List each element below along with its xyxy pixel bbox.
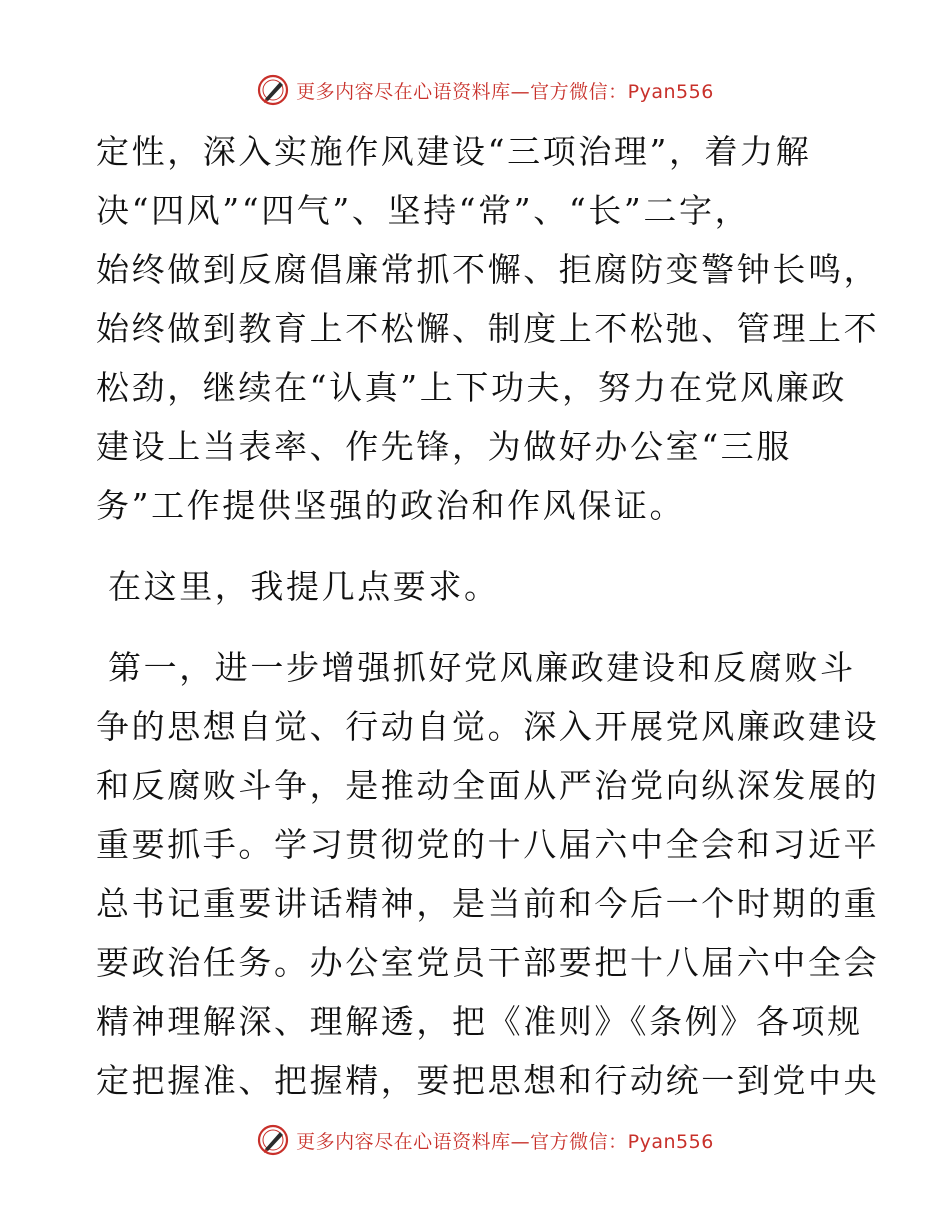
- footer-watermark: [0, 1120, 950, 1160]
- text-line: 精神理解深、理解透，把《准则》《条例》各项规: [96, 1002, 863, 1041]
- pen-circle-logo-icon: [256, 1123, 290, 1157]
- text-line: 务”工作提供坚强的政治和作风保证。: [96, 486, 686, 525]
- text-line: 始终做到教育上不松懈、制度上不松弛、管理上不: [96, 309, 880, 348]
- text-line: 在这里，我提几点要求。: [108, 567, 500, 606]
- text-line: 争的思想自觉、行动自觉。深入开展党风廉政建设: [96, 707, 880, 746]
- text-line: 重要抓手。学习贯彻党的十八届六中全会和习近平: [96, 825, 880, 864]
- watermark-group: [256, 73, 714, 107]
- text-line: 决“四风”“四气”、坚持“常”、“长”二字，: [96, 191, 751, 230]
- watermark-group: [256, 1123, 714, 1157]
- text-line: 始终做到反腐倡廉常抓不懈、拒腐防变警钟长鸣，: [96, 250, 880, 289]
- text-line: 松劲，继续在“认真”上下功夫，努力在党风廉政: [96, 368, 847, 407]
- text-line: 要政治任务。办公室党员干部要把十八届六中全会: [96, 943, 880, 982]
- document-body: [96, 122, 880, 1110]
- text-line: 定把握准、把握精，要把思想和行动统一到党中央: [96, 1061, 880, 1100]
- watermark-text: 更多内容尽在心语资料库—官方微信：Pyan556: [296, 80, 714, 103]
- text-line: 第一，进一步增强抓好党风廉政建设和反腐败斗: [108, 648, 856, 687]
- text-line: 建设上当表率、作先锋，为做好办公室“三服: [96, 427, 792, 466]
- paragraph-3: [96, 638, 880, 1110]
- text-line: 总书记重要讲话精神，是当前和今后一个时期的重: [96, 884, 880, 923]
- paragraph-2: [96, 557, 856, 616]
- header-watermark: [0, 70, 950, 110]
- text-line: 定性，深入实施作风建设“三项治理”，着力解: [96, 132, 812, 171]
- watermark-text: 更多内容尽在心语资料库—官方微信：Pyan556: [296, 1130, 714, 1153]
- pen-circle-logo-icon: [256, 73, 290, 107]
- text-line: 和反腐败斗争，是推动全面从严治党向纵深发展的: [96, 766, 880, 805]
- paragraph-1: [96, 122, 880, 535]
